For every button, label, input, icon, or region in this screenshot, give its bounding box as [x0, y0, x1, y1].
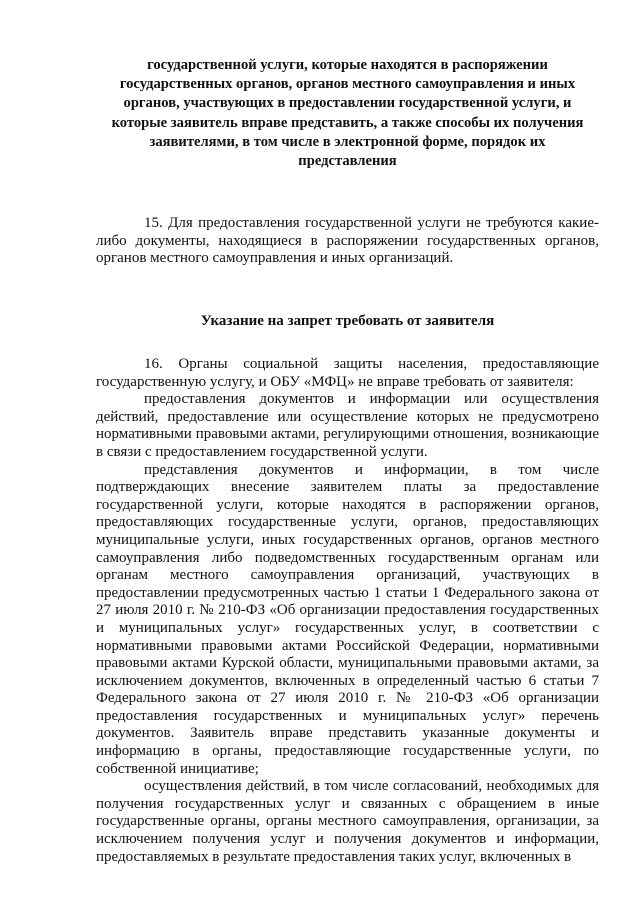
heading-line: государственной услуги, которые находятся в распоряжении	[147, 57, 548, 73]
section-title: Указание на запрет требовать от заявителя	[200, 313, 495, 329]
paragraph-16: 16. Органы социальной защиты населения, предоставляющие государственную услугу, и ОБУ «МФЦ» не вправе требовать от заявителя:	[96, 356, 599, 390]
heading-line: государственных органов, органов местного самоуправления и иных	[119, 76, 576, 93]
list-item-2: представления документов и информации, в том числе подтверждающих внесение заявителем платы за предоставление государственной услуги, которые находятся в распоряжении органов, предоставляющих государственные услуги, органов, предоставляющих муниципальные услуги, иных государственных органов, органов местного самоуправления либо подведомственных государственным органам или органам местного самоуправления организаций, участвующих в предоставлении предусмотренных частью 1 статьи 1 Федерального закона от 27 июля 2010 г. № 210-ФЗ «Об организации предоставления государственных и муниципальных услуг» государственных услуг, в соответствии с нормативными правовыми актами Российской Федерации, нормативными правовыми актами Курской области, муниципальными правовыми актами, за исключением документов, включенных в определенный частью 6 статьи 7 Федерального закона от 27 июля 2010 г. № 210-ФЗ «Об организации предоставления государственных и муниципальных услуг» перечень документов. Заявитель вправе представить указанные документы и информацию в органы, предоставляющие государственные услуги, по собственной инициативе;	[96, 461, 599, 777]
heading-line: представления	[298, 153, 397, 170]
list-item-1: предоставления документов и информации или осуществления действий, предоставление или осуществление которых не предусмотрено нормативными правовыми актами, регулирующими отношения, возникающие в связи с предоставлением государственной услуги.	[96, 391, 599, 460]
document-page	[96, 56, 599, 866]
paragraph-15: 15. Для предоставления государственной услуги не требуются какие-либо документы, находящиеся в распоряжении государственных органов, органов местного самоуправления и иных организаций.	[96, 215, 599, 267]
list-item-3: осуществления действий, в том числе согласований, необходимых для получения государственных услуг и связанных с обращением в иные государственные органы, органы местного самоуправления, организации, за исключением получения услуг и получения документов и информации, предоставляемых в результате предоставления таких услуг, включенных в	[96, 778, 599, 865]
section-heading	[96, 56, 599, 171]
heading-line: заявителями, в том числе в электронной форме, порядок их	[149, 133, 546, 150]
heading-line: органов, участвующих в предоставлении государственной услуги, и	[123, 95, 572, 112]
heading-line: которые заявитель вправе представить, а также способы их получения	[111, 114, 584, 131]
